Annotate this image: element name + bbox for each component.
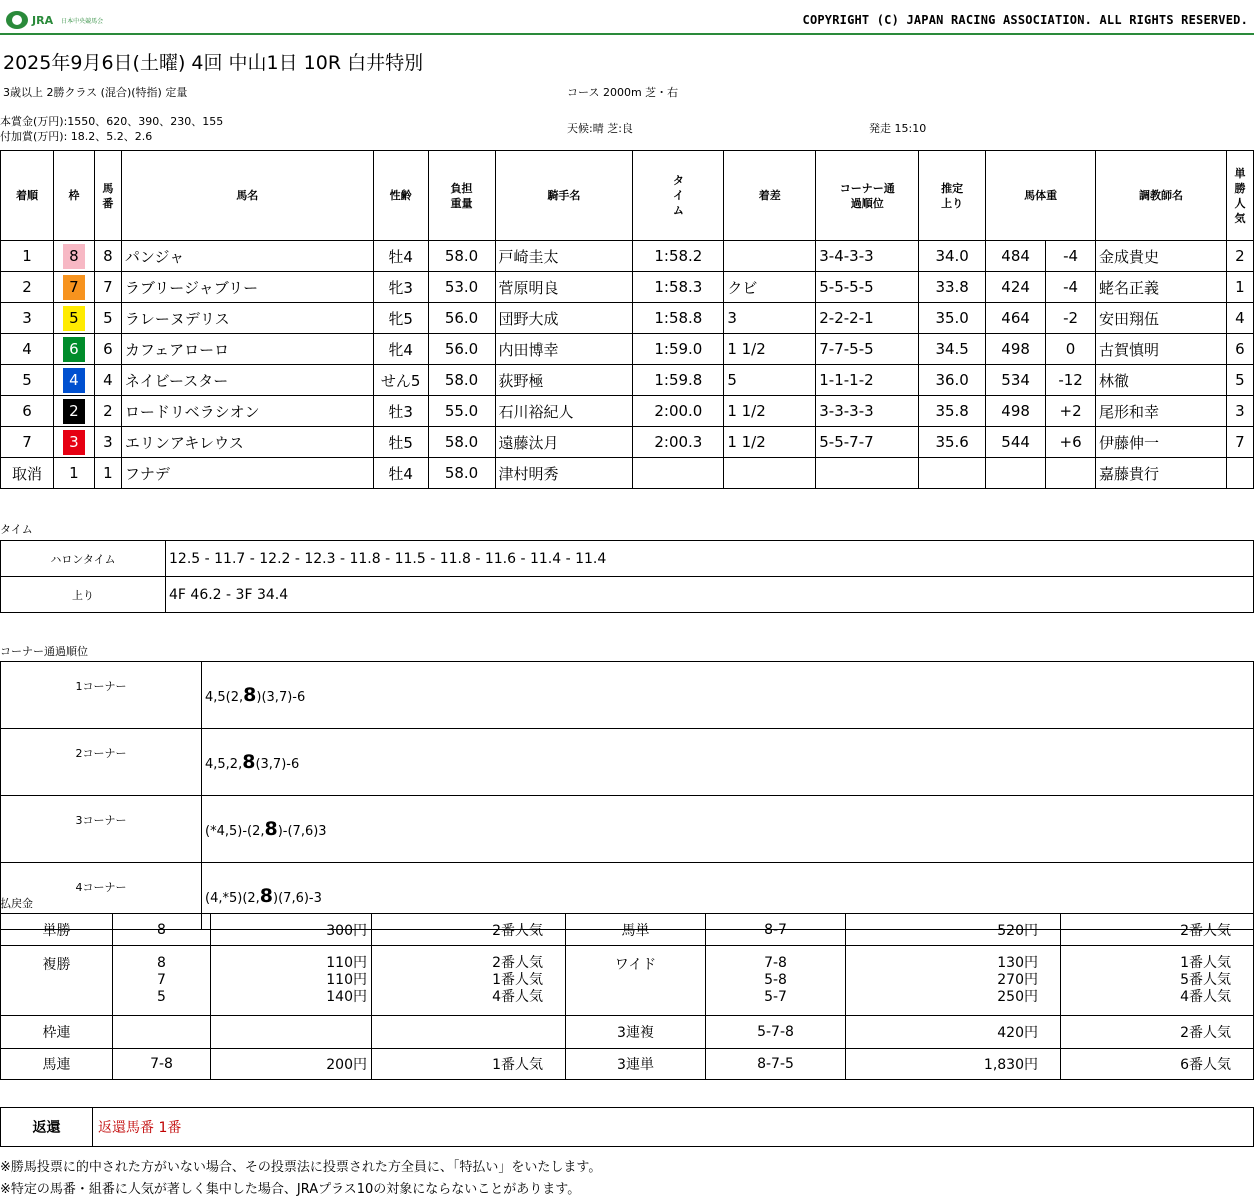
time-cell — [633, 458, 724, 489]
sanrenpuku-type: 3連複 — [566, 1016, 706, 1049]
tansho-num: 8 — [113, 914, 211, 946]
wide-amounts — [846, 946, 1061, 1016]
header-body-weight: 馬体重 — [986, 151, 1096, 241]
horse-num-cell: 1 — [94, 458, 121, 489]
horse-name-cell: フナデ — [121, 458, 373, 489]
fukusho-num: 8 — [157, 955, 166, 971]
note-1: ※勝馬投票に的中された方がいない場合、その投票法に投票された方全員に、「特払い」をいたします。 — [0, 1160, 602, 1175]
header-trainer: 調教師名 — [1096, 151, 1227, 241]
pop-cell: 7 — [1226, 427, 1253, 458]
wide-pops — [1061, 946, 1254, 1016]
body-weight-cell — [986, 458, 1046, 489]
waku-cell — [53, 272, 94, 303]
results-table — [0, 150, 1254, 489]
sanrentan-amount: 1,830円 — [846, 1049, 1061, 1080]
jockey-cell: 津村明秀 — [495, 458, 633, 489]
umaren-amount: 200円 — [211, 1049, 372, 1080]
fukusho-pop: 2番人気 — [492, 955, 543, 971]
pop-cell: 2 — [1226, 241, 1253, 272]
jockey-cell: 菅原明良 — [495, 272, 633, 303]
jockey-cell: 石川裕紀人 — [495, 396, 633, 427]
fukusho-amount: 110円 — [326, 955, 367, 971]
header-num: 馬番 — [94, 151, 121, 241]
header-weight: 負担重量 — [428, 151, 495, 241]
weight-diff-cell: 0 — [1046, 334, 1096, 365]
last-time-row — [1, 577, 1254, 613]
horse-name-cell: ラレーヌデリス — [121, 303, 373, 334]
wide-num: 7-8 — [764, 955, 787, 971]
wide-nums — [706, 946, 846, 1016]
umaren-type: 馬連 — [1, 1049, 113, 1080]
umaren-pop: 1番人気 — [372, 1049, 566, 1080]
wide-amount: 270円 — [997, 972, 1038, 988]
wide-type: ワイド — [566, 946, 706, 1016]
header-rank: 着順 — [1, 151, 54, 241]
horse-name-cell: エリンアキレウス — [121, 427, 373, 458]
tansho-pop: 2番人気 — [372, 914, 566, 946]
sanrenpuku-pop: 2番人気 — [1061, 1016, 1254, 1049]
header-corner: コーナー通過順位 — [816, 151, 919, 241]
rank-cell: 6 — [1, 396, 54, 427]
corner-table — [0, 661, 1254, 930]
race-start-time: 発走 15:10 — [869, 122, 927, 135]
race-course: コース 2000m 芝・右 — [567, 86, 679, 99]
sanrentan-pop: 6番人気 — [1061, 1049, 1254, 1080]
body-weight-cell: 424 — [986, 272, 1046, 303]
horse-num-cell: 6 — [94, 334, 121, 365]
margin-cell — [724, 458, 816, 489]
horse-num-cell: 7 — [94, 272, 121, 303]
rank-cell: 3 — [1, 303, 54, 334]
corner-cell: 3-4-3-3 — [816, 241, 919, 272]
refund-row — [1, 1108, 1254, 1147]
corner-cell: 5-5-7-7 — [816, 427, 919, 458]
margin-cell: 3 — [724, 303, 816, 334]
margin-cell: 1 1/2 — [724, 427, 816, 458]
corner-order-text: )(7,6)-3 — [273, 891, 322, 906]
body-weight-cell: 498 — [986, 396, 1046, 427]
header-jockey: 騎手名 — [495, 151, 633, 241]
corner-name: 1コーナー — [1, 662, 202, 729]
tansho-type: 単勝 — [1, 914, 113, 946]
trainer-cell: 嘉藤貴行 — [1096, 458, 1227, 489]
corner-winner-num: 8 — [243, 684, 257, 706]
payout-row-3 — [1, 1016, 1254, 1049]
weight-cell: 53.0 — [428, 272, 495, 303]
header-margin: 着差 — [724, 151, 816, 241]
body-weight-cell: 464 — [986, 303, 1046, 334]
jra-logo — [6, 10, 103, 30]
time-cell: 1:58.3 — [633, 272, 724, 303]
sexage-cell: せん5 — [373, 365, 428, 396]
umatan-num: 8-7 — [706, 914, 846, 946]
result-row — [1, 272, 1254, 303]
horse-num-cell: 3 — [94, 427, 121, 458]
horse-num-cell: 8 — [94, 241, 121, 272]
corner-cell: 2-2-2-1 — [816, 303, 919, 334]
jra-logo-icon — [6, 11, 28, 29]
sanrenpuku-amount: 420円 — [846, 1016, 1061, 1049]
umaren-num: 7-8 — [113, 1049, 211, 1080]
jockey-cell: 遠藤汰月 — [495, 427, 633, 458]
waku-badge: 3 — [63, 430, 85, 455]
refund-table — [0, 1107, 1254, 1147]
waku-cell — [53, 458, 94, 489]
header-time: タイム — [633, 151, 724, 241]
result-row — [1, 458, 1254, 489]
furlong-values: 12.5 - 11.7 - 12.2 - 12.3 - 11.8 - 11.5 - 11.8 - 11.6 - 11.4 - 11.4 — [166, 541, 1254, 577]
body-weight-cell: 534 — [986, 365, 1046, 396]
wakuren-amount — [211, 1016, 372, 1049]
wakuren-num — [113, 1016, 211, 1049]
sexage-cell: 牡5 — [373, 427, 428, 458]
results-header-row — [1, 151, 1254, 241]
refund-label: 返還 — [1, 1108, 93, 1147]
corner-cell: 5-5-5-5 — [816, 272, 919, 303]
weight-cell: 56.0 — [428, 334, 495, 365]
corner-order-text: 4,5(2, — [205, 690, 244, 705]
horse-name-cell: ラブリージャブリー — [121, 272, 373, 303]
horse-num-cell: 2 — [94, 396, 121, 427]
corner-winner-num: 8 — [242, 751, 256, 773]
weight-cell: 58.0 — [428, 241, 495, 272]
payout-row-1 — [1, 914, 1254, 946]
header-sexage: 性齢 — [373, 151, 428, 241]
last3f-cell: 34.0 — [919, 241, 986, 272]
corner-cell: 1-1-1-2 — [816, 365, 919, 396]
trainer-cell: 林徹 — [1096, 365, 1227, 396]
waku-badge: 7 — [63, 275, 85, 300]
margin-cell: 1 1/2 — [724, 334, 816, 365]
corner-row — [1, 796, 1254, 863]
waku-cell — [53, 427, 94, 458]
last3f-cell: 35.6 — [919, 427, 986, 458]
corner-section-label: コーナー通過順位 — [0, 645, 88, 658]
rank-cell: 2 — [1, 272, 54, 303]
last3f-cell: 35.0 — [919, 303, 986, 334]
sanrenpuku-num: 5-7-8 — [706, 1016, 846, 1049]
pop-cell: 4 — [1226, 303, 1253, 334]
weight-diff-cell: -12 — [1046, 365, 1096, 396]
header-divider — [0, 33, 1254, 35]
fukusho-pop: 4番人気 — [492, 989, 543, 1005]
jockey-cell: 荻野極 — [495, 365, 633, 396]
wide-num: 5-7 — [764, 989, 787, 1005]
weight-diff-cell: -2 — [1046, 303, 1096, 334]
time-cell: 1:59.8 — [633, 365, 724, 396]
note-2: ※特定の馬番・組番に人気が著しく集中した場合、JRAプラス10の対象にならないことがあります。 — [0, 1182, 581, 1197]
race-extra-prize: 付加賞(万円): 18.2、5.2、2.6 — [0, 130, 153, 143]
horse-name-cell: パンジャ — [121, 241, 373, 272]
result-row — [1, 334, 1254, 365]
corner-winner-num: 8 — [264, 818, 278, 840]
rank-cell: 取消 — [1, 458, 54, 489]
margin-cell: クビ — [724, 272, 816, 303]
margin-cell — [724, 241, 816, 272]
refund-text: 返還馬番 1番 — [93, 1108, 1254, 1147]
weight-cell: 55.0 — [428, 396, 495, 427]
last3f-cell: 36.0 — [919, 365, 986, 396]
sexage-cell: 牝4 — [373, 334, 428, 365]
result-row — [1, 241, 1254, 272]
pop-cell: 1 — [1226, 272, 1253, 303]
fukusho-num: 7 — [157, 972, 166, 988]
sexage-cell: 牡4 — [373, 241, 428, 272]
waku-badge: 5 — [63, 306, 85, 331]
corner-cell: 7-7-5-5 — [816, 334, 919, 365]
time-cell: 1:58.8 — [633, 303, 724, 334]
jockey-cell: 戸崎圭太 — [495, 241, 633, 272]
last3f-cell — [919, 458, 986, 489]
tansho-amount: 300円 — [211, 914, 372, 946]
last3f-cell: 35.8 — [919, 396, 986, 427]
body-weight-cell: 484 — [986, 241, 1046, 272]
waku-badge: 6 — [63, 337, 85, 362]
fukusho-num: 5 — [157, 989, 166, 1005]
corner-order — [202, 662, 1254, 729]
rank-cell: 7 — [1, 427, 54, 458]
waku-cell — [53, 396, 94, 427]
wide-amount: 250円 — [997, 989, 1038, 1005]
race-title: 2025年9月6日(土曜) 4回 中山1日 10R 白井特別 — [3, 52, 424, 74]
waku-badge: 1 — [63, 461, 85, 486]
weight-diff-cell: -4 — [1046, 241, 1096, 272]
corner-order-text: )-(7,6)3 — [277, 824, 327, 839]
trainer-cell: 金成貴史 — [1096, 241, 1227, 272]
wakuren-type: 枠連 — [1, 1016, 113, 1049]
rank-cell: 5 — [1, 365, 54, 396]
sanrentan-num: 8-7-5 — [706, 1049, 846, 1080]
weight-cell: 56.0 — [428, 303, 495, 334]
last-time-label: 上り — [1, 577, 166, 613]
corner-cell: 3-3-3-3 — [816, 396, 919, 427]
result-row — [1, 365, 1254, 396]
furlong-label: ハロンタイム — [1, 541, 166, 577]
header-name: 馬名 — [121, 151, 373, 241]
time-cell: 1:58.2 — [633, 241, 724, 272]
waku-cell — [53, 303, 94, 334]
payout-row-4 — [1, 1049, 1254, 1080]
time-cell: 2:00.0 — [633, 396, 724, 427]
horse-num-cell: 5 — [94, 303, 121, 334]
corner-order-text: (3,7)-6 — [255, 757, 300, 772]
horse-name-cell: ロードリベラシオン — [121, 396, 373, 427]
rank-cell: 1 — [1, 241, 54, 272]
jockey-cell: 内田博幸 — [495, 334, 633, 365]
body-weight-cell: 498 — [986, 334, 1046, 365]
fukusho-amounts — [211, 946, 372, 1016]
fukusho-amount: 140円 — [326, 989, 367, 1005]
header-last3f: 推定上り — [919, 151, 986, 241]
result-row — [1, 396, 1254, 427]
corner-order-text: 4,5,2, — [205, 757, 243, 772]
wakuren-pop — [372, 1016, 566, 1049]
margin-cell: 5 — [724, 365, 816, 396]
fukusho-pops — [372, 946, 566, 1016]
horse-num-cell: 4 — [94, 365, 121, 396]
furlong-row — [1, 541, 1254, 577]
corner-cell — [816, 458, 919, 489]
race-weather: 天候:晴 芝:良 — [567, 122, 633, 135]
weight-cell: 58.0 — [428, 427, 495, 458]
corner-order-text: (*4,5)-(2, — [205, 824, 265, 839]
trainer-cell: 古賀慎明 — [1096, 334, 1227, 365]
waku-badge: 2 — [63, 399, 85, 424]
rank-cell: 4 — [1, 334, 54, 365]
waku-cell — [53, 365, 94, 396]
last3f-cell: 33.8 — [919, 272, 986, 303]
wide-pop: 5番人気 — [1180, 972, 1231, 988]
sexage-cell: 牡4 — [373, 458, 428, 489]
trainer-cell: 安田翔伍 — [1096, 303, 1227, 334]
wide-num: 5-8 — [764, 972, 787, 988]
lap-time-table — [0, 540, 1254, 613]
horse-name-cell: カフェアローロ — [121, 334, 373, 365]
header-pop: 単勝人気 — [1226, 151, 1253, 241]
margin-cell: 1 1/2 — [724, 396, 816, 427]
header-waku: 枠 — [53, 151, 94, 241]
last-time-values: 4F 46.2 - 3F 34.4 — [166, 577, 1254, 613]
fukusho-amount: 110円 — [326, 972, 367, 988]
corner-winner-num: 8 — [259, 885, 274, 907]
waku-cell — [53, 334, 94, 365]
pop-cell — [1226, 458, 1253, 489]
copyright: COPYRIGHT (C) JAPAN RACING ASSOCIATION. ALL RIGHTS RESERVED. — [802, 13, 1248, 27]
sanrentan-type: 3連単 — [566, 1049, 706, 1080]
jockey-cell: 団野大成 — [495, 303, 633, 334]
waku-badge: 4 — [63, 368, 85, 393]
pop-cell: 6 — [1226, 334, 1253, 365]
race-prize: 本賞金(万円):1550、620、390、230、155 — [0, 115, 224, 128]
waku-cell — [53, 241, 94, 272]
umatan-amount: 520円 — [846, 914, 1061, 946]
corner-name: 4コーナー — [1, 863, 202, 930]
logo-text: JRA — [32, 13, 54, 27]
result-row — [1, 427, 1254, 458]
corner-order — [202, 796, 1254, 863]
result-row — [1, 303, 1254, 334]
corner-order — [202, 729, 1254, 796]
corner-row — [1, 729, 1254, 796]
wide-amount: 130円 — [997, 955, 1038, 971]
payout-row-2 — [1, 946, 1254, 1016]
pop-cell: 3 — [1226, 396, 1253, 427]
time-cell: 1:59.0 — [633, 334, 724, 365]
time-section-label: タイム — [0, 523, 33, 536]
corner-name: 2コーナー — [1, 729, 202, 796]
trainer-cell: 伊藤伸一 — [1096, 427, 1227, 458]
umatan-pop: 2番人気 — [1061, 914, 1254, 946]
weight-diff-cell — [1046, 458, 1096, 489]
pop-cell: 5 — [1226, 365, 1253, 396]
corner-row — [1, 662, 1254, 729]
trainer-cell: 蛯名正義 — [1096, 272, 1227, 303]
weight-diff-cell: +6 — [1046, 427, 1096, 458]
payout-table — [0, 913, 1254, 1080]
logo-subtext: 日本中央競馬会 — [61, 17, 104, 25]
weight-diff-cell: +2 — [1046, 396, 1096, 427]
payout-section-label: 払戻金 — [0, 897, 33, 910]
body-weight-cell: 544 — [986, 427, 1046, 458]
last3f-cell: 34.5 — [919, 334, 986, 365]
fukusho-type: 複勝 — [1, 946, 113, 1016]
race-condition: 3歳以上 2勝クラス (混合)(特指) 定量 — [3, 86, 188, 99]
corner-name: 3コーナー — [1, 796, 202, 863]
weight-cell: 58.0 — [428, 458, 495, 489]
fukusho-nums — [113, 946, 211, 1016]
sexage-cell: 牝3 — [373, 272, 428, 303]
weight-cell: 58.0 — [428, 365, 495, 396]
umatan-type: 馬単 — [566, 914, 706, 946]
sexage-cell: 牝5 — [373, 303, 428, 334]
waku-badge: 8 — [63, 244, 85, 269]
weight-diff-cell: -4 — [1046, 272, 1096, 303]
corner-order-text: )(3,7)-6 — [256, 690, 306, 705]
sexage-cell: 牡3 — [373, 396, 428, 427]
trainer-cell: 尾形和幸 — [1096, 396, 1227, 427]
wide-pop: 4番人気 — [1180, 989, 1231, 1005]
time-cell: 2:00.3 — [633, 427, 724, 458]
fukusho-pop: 1番人気 — [492, 972, 543, 988]
corner-order-text: (4,*5)(2, — [205, 891, 260, 906]
wide-pop: 1番人気 — [1180, 955, 1231, 971]
horse-name-cell: ネイビースター — [121, 365, 373, 396]
